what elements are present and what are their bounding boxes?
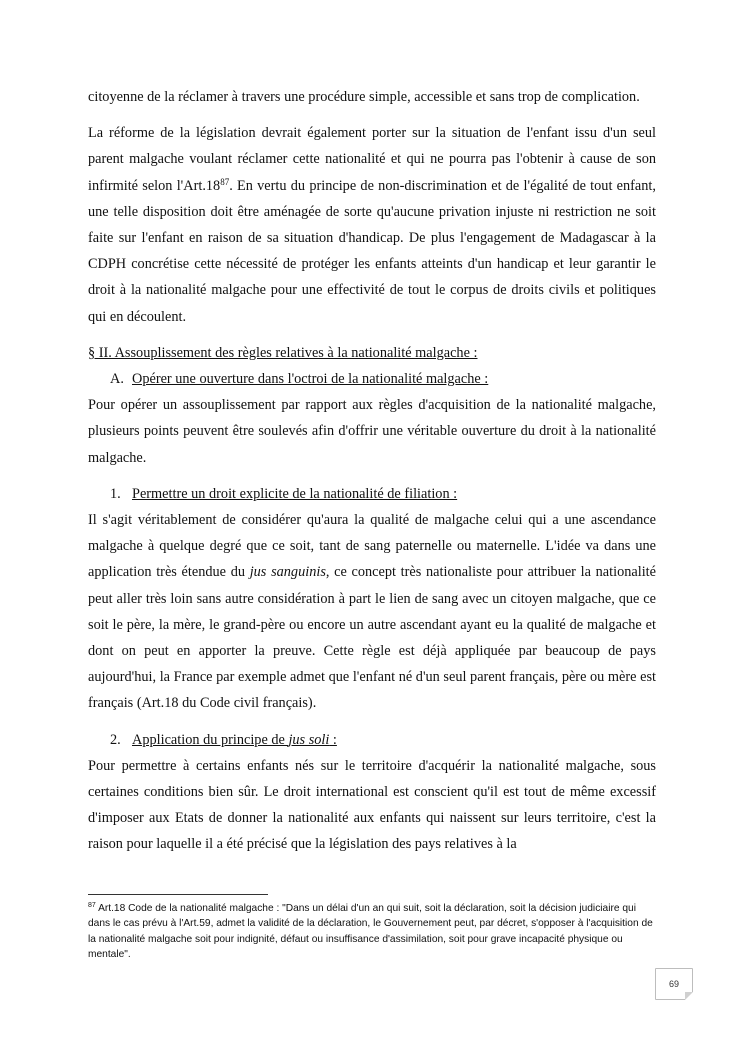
section-heading: § II. Assouplissement des règles relatives à la nationalité malgache : <box>88 344 478 361</box>
page-number: 69 <box>668 979 679 989</box>
paragraph-2 <box>88 120 656 330</box>
page-number-box <box>655 968 693 1000</box>
footnote-text: Art.18 Code de la nationalité malgache : "Dans un délai d'un an qui suit, soit la déclaration, soit la décision judiciaire qui dans le cas prévu à l'Art.59, admet la validité de la déclaration, le Gouvernement peut, par décret, s'opposer à l'acquisition de la nationalité malgache soit pour indignité, défaut ou insuffisance d'assimilation, soit pour grave incapacité physique ou mentale". <box>88 903 653 961</box>
item-1-text: Il s'agit véritablement de considérer qu'aura la qualité de malgache celui qui a une ascendance malgache à quelque degré que ce soit, tant de sang paternelle ou maternelle. L'idée va dans une application très étendue du jus sanguinis, ce concept très nationaliste pour attribuer la nationalité peut aller très loin sans autre considération à part le lien de sang avec un citoyen malgache, que ce soit le père, la mère, le grand-père ou encore un autre ascendant ayant eu la qualité de malgache et dont on peut en apporter la preuve. Cette règle est déjà appliquée par beaucoup de pays aujourd'hui, la France par exemple admet que l'enfant né d'un seul parent français, père ou mère est français (Art.18 du Code civil français). <box>88 512 656 712</box>
italic-jus-sanguinis: jus sanguinis <box>249 564 326 581</box>
item-1-heading: 1. Permettre un droit explicite de la nationalité de filiation : <box>110 485 458 502</box>
document-body <box>88 84 656 858</box>
footnote-reference[interactable]: 87 <box>220 176 230 187</box>
item-2-heading: 2. Application du principe de jus soli : <box>110 731 337 748</box>
item-2-text: Pour permettre à certains enfants nés sur le territoire d'acquérir la nationalité malgache, sous certaines conditions bien sûr. Le droit international est conscient qu'il est tout de même excessif d'imposer aux Etats de donner la nationalité aux enfants qui naissent sur leurs territoire, c'est la raison pour laquelle il a été précisé que la législation des pays relatives à la <box>88 757 656 853</box>
paragraph-1: citoyenne de la réclamer à travers une procédure simple, accessible et sans trop de complication. <box>88 89 640 105</box>
footnote-separator <box>88 894 268 895</box>
paragraph-2-text-b: . En vertu du principe de non-discrimination et de l'égalité de tout enfant, une telle disposition doit être aménagée de sorte qu'aucune privation injuste ni restriction ne soit faite sur l'enfant en raison de sa situation d'handicap. De plus l'engagement de Madagascar à la CDPH concrétise cette nécessité de protéger les enfants atteints d'un handicap et leur garantir le droit à la nationalité malgache pour une effectivité de tout le corpus de droits civils et politiques qui en découlent. <box>88 177 656 325</box>
footnote <box>88 901 656 963</box>
footnote-number: 87 <box>88 902 96 909</box>
paragraph-2-text-a: La réforme de la législation devrait également porter sur la situation de l'enfant issu d'un seul parent malgache voulant réclamer cette nationalité et qui ne pourra pas l'obtenir à cause de son infirmité selon l'Art.18 <box>88 125 656 194</box>
subsection-a-heading: A. Opérer une ouverture dans l'octroi de la nationalité malgache : <box>110 371 489 388</box>
italic-jus-soli: jus soli <box>288 731 330 748</box>
subsection-a-text: Pour opérer un assouplissement par rapport aux règles d'acquisition de la nationalité malgache, plusieurs points peuvent être soulevés afin d'offrir une véritable ouverture du droit à la nationalité malgache. <box>88 397 656 466</box>
